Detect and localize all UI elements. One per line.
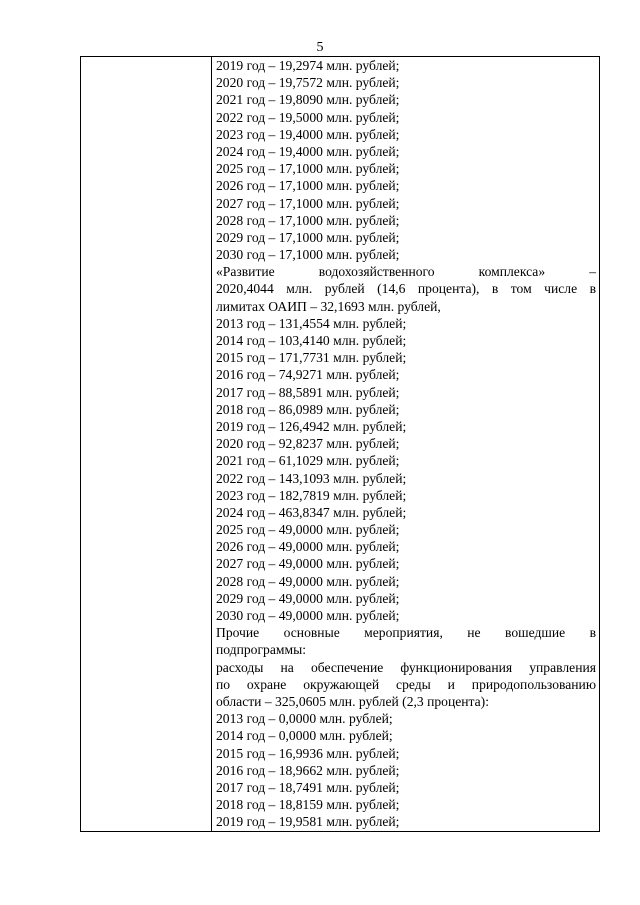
funding-line: 2018 год – 18,8159 млн. рублей;: [216, 797, 400, 813]
expenses-heading-line: области – 325,0605 млн. рублей (2,3 процента):: [216, 693, 489, 709]
funding-line: 2016 год – 74,9271 млн. рублей;: [216, 367, 400, 383]
funding-line: 2024 год – 463,8347 млн. рублей;: [216, 504, 407, 520]
funding-list-part1: [216, 57, 596, 263]
funding-line: 2018 год – 86,0989 млн. рублей;: [216, 401, 400, 417]
funding-line: 2029 год – 17,1000 млн. рублей;: [216, 229, 400, 245]
funding-line: 2027 год – 17,1000 млн. рублей;: [216, 195, 400, 211]
funding-line: 2023 год – 182,7819 млн. рублей;: [216, 487, 407, 503]
funding-line: 2020 год – 92,8237 млн. рублей;: [216, 436, 400, 452]
funding-line: 2014 год – 103,4140 млн. рублей;: [216, 333, 407, 348]
funding-line: 2019 год – 126,4942 млн. рублей;: [216, 418, 407, 434]
funding-line: 2019 год – 19,9581 млн. рублей;: [216, 814, 400, 830]
subprogram-heading: [216, 263, 596, 315]
document-table: [80, 56, 600, 832]
funding-line: 2030 год – 17,1000 млн. рублей;: [216, 247, 400, 263]
funding-line: 2025 год – 17,1000 млн. рублей;: [216, 161, 400, 177]
funding-line: 2028 год – 17,1000 млн. рублей;: [216, 212, 400, 228]
funding-line: 2017 год – 18,7491 млн. рублей;: [216, 779, 400, 795]
funding-line: 2016 год – 18,9662 млн. рублей;: [216, 762, 400, 778]
funding-line: 2017 год – 88,5891 млн. рублей;: [216, 384, 400, 400]
other-measures-line: Прочие основные мероприятия, не вошедшие в: [216, 625, 596, 641]
funding-list-part2: [216, 315, 596, 624]
funding-line: 2021 год – 61,1029 млн. рублей;: [216, 453, 400, 469]
funding-line: 2013 год – 131,4554 млн. рублей;: [216, 315, 407, 331]
funding-line: 2023 год – 19,4000 млн. рублей;: [216, 126, 400, 142]
funding-line: 2026 год – 49,0000 млн. рублей;: [216, 539, 400, 555]
subprogram-heading-line: «Развитие водохозяйственного комплекса» –: [216, 264, 596, 280]
table-right-cell: [216, 57, 596, 830]
funding-line: 2013 год – 0,0000 млн. рублей;: [216, 711, 393, 727]
other-measures-line: подпрограммы:: [216, 642, 306, 658]
expenses-heading-line: расходы на обеспечение функционирования управления: [216, 659, 596, 675]
page-number: 5: [316, 40, 324, 55]
funding-line: 2022 год – 143,1093 млн. рублей;: [216, 470, 407, 486]
funding-line: 2027 год – 49,0000 млн. рублей;: [216, 556, 400, 572]
funding-line: 2022 год – 19,5000 млн. рублей;: [216, 109, 400, 125]
subprogram-heading-line: 2020,4044 млн. рублей (14,6 процента), в том числе в: [216, 281, 596, 297]
funding-list-part3: [216, 710, 596, 830]
funding-line: 2020 год – 19,7572 млн. рублей;: [216, 75, 400, 91]
funding-line: 2025 год – 49,0000 млн. рублей;: [216, 522, 400, 538]
subprogram-heading-line: лимитах ОАИП – 32,1693 млн. рублей,: [216, 298, 441, 314]
funding-line: 2015 год – 171,7731 млн. рублей;: [216, 350, 407, 366]
funding-line: 2026 год – 17,1000 млн. рублей;: [216, 178, 400, 194]
funding-line: 2024 год – 19,4000 млн. рублей;: [216, 143, 400, 159]
funding-line: 2021 год – 19,8090 млн. рублей;: [216, 92, 400, 108]
table-left-cell: [81, 57, 212, 831]
funding-line: 2028 год – 49,0000 млн. рублей;: [216, 573, 400, 589]
funding-line: 2014 год – 0,0000 млн. рублей;: [216, 728, 393, 744]
expenses-heading-line: по охране окружающей среды и природопользованию: [216, 676, 596, 692]
funding-line: 2015 год – 16,9936 млн. рублей;: [216, 745, 400, 761]
expenses-heading: [216, 659, 596, 711]
other-measures-heading: [216, 624, 596, 658]
funding-line: 2029 год – 49,0000 млн. рублей;: [216, 590, 400, 606]
funding-line: 2030 год – 49,0000 млн. рублей;: [216, 608, 400, 623]
funding-line: 2019 год – 19,2974 млн. рублей;: [216, 58, 400, 73]
